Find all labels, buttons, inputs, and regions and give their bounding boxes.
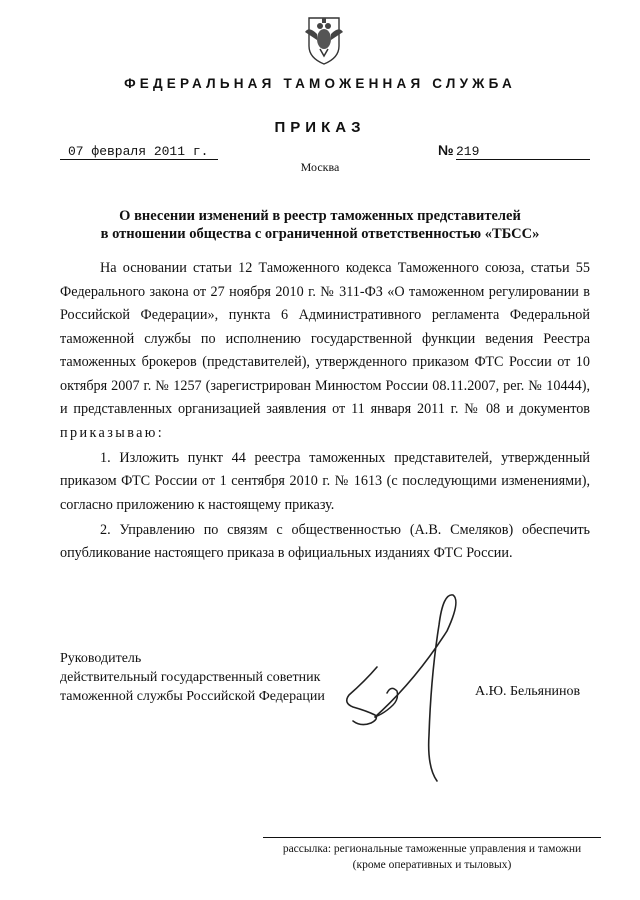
signatory-position [60, 649, 325, 706]
order-number: 219 [456, 144, 480, 159]
document-type: ПРИКАЗ [274, 119, 366, 136]
state-emblem-icon [301, 12, 347, 66]
command-word: приказываю: [60, 424, 165, 441]
distribution-divider [263, 837, 601, 838]
item-2-paragraph: 2. Управлению по связям с общественностью (А.В. Смеляков) обеспечить опубликование настоящего приказа в официальных изданиях ФТС России. [60, 521, 590, 561]
order-body [60, 257, 590, 567]
handwritten-signature [335, 585, 495, 785]
distribution-line-1: рассылка: региональные таможенные управления и таможни [282, 843, 582, 855]
position-line-2: действительный государственный советник [60, 670, 321, 685]
heading-line-1: О внесении изменений в реестр таможенных представителей [119, 208, 521, 224]
agency-name: ФЕДЕРАЛЬНАЯ ТАМОЖЕННАЯ СЛУЖБА [124, 76, 516, 91]
signatory-name: А.Ю. Бельянинов [475, 684, 581, 699]
item-1-paragraph: 1. Изложить пункт 44 реестра таможенных представителей, утвержденный приказом ФТС России от 1 сентября 2010 г. № 1613 (с последующими изменениями), согласно приложению к настоящему приказу. [60, 449, 590, 513]
heading-line-2: в отношении общества с ограниченной ответственностью «ТБСС» [100, 226, 540, 242]
order-number-field [456, 144, 590, 160]
preamble-paragraph [60, 257, 590, 445]
order-date: 07 февраля 2011 г. [68, 144, 209, 159]
order-date-field [60, 144, 218, 160]
position-line-3: таможенной службы Российской Федерации [60, 689, 325, 704]
distribution-line-2: (кроме оперативных и тыловых) [352, 859, 512, 871]
position-line-1: Руководитель [60, 651, 142, 666]
distribution-list [263, 841, 601, 873]
order-city: Москва [300, 160, 340, 174]
order-number-sign: № [438, 142, 454, 158]
preamble-text: На основании статьи 12 Таможенного кодекса Таможенного союза, статьи 55 Федерального закона от 27 ноября 2010 г. № 311-ФЗ «О таможенном регулировании в Российской Федерации», пункта 6 Административного регламента Федеральной таможенной службы по исполнению государственной функции ведения Реестра таможенных брокеров (представителей), утвержденного приказом ФТС России от 10 октября 2007 г. № 1257 (зарегистрирован Минюстом России 08.11.2007, рег. № 10444), и представленных организацией заявления от 11 января 2011 г. № 08 и документов [60, 260, 590, 417]
order-heading [80, 207, 560, 243]
